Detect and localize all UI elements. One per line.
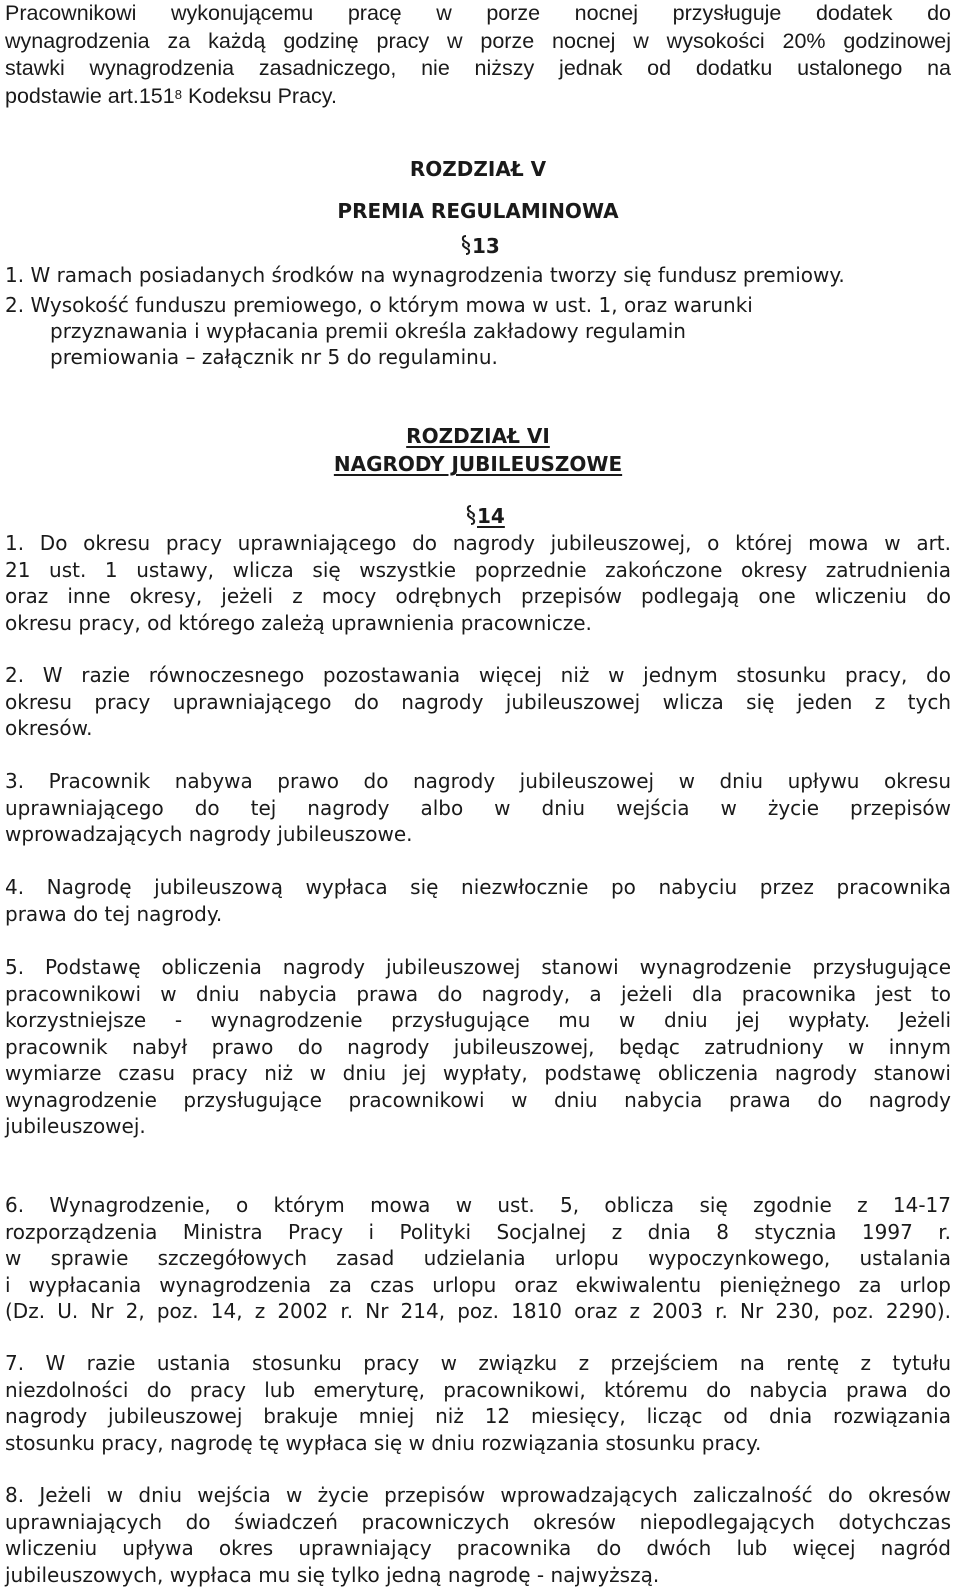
- paragraph-4: 4. Nagrodę jubileuszową wypłaca się niezwłocznie po nabyciu przez pracownika prawa do tej nagrody.: [5, 875, 951, 926]
- paragraph-8: 8. Jeżeli w dniu wejścia w życie przepisów wprowadzających zaliczalność do okresów uprawniających do świadczeń pracowniczych okresów niepodlegających dotychczas wliczeniu upływa okres uprawniający pracownika do dwóch lub więcej nagród jubileuszowych, wypłaca mu się tylko jedną nagrodę - najwyższą.: [5, 1483, 951, 1587]
- paragraph-5: 5. Podstawę obliczenia nagrody jubileuszowej stanowi wynagrodzenie przysługujące pracownikowi w dniu nabycia prawa do nagrody, a jeżeli dla pracownika jest to korzystniejsze - wynagrodzenie przysługujące mu w dniu jej wypłaty. Jeżeli pracownik nabył prawo do nagrody jubileuszowej, będąc zatrudniony w innym wymiarze czasu pracy niż w dniu jej wypłaty, podstawę obliczenia nagrody stanowi wynagrodzenie przysługujące pracownikowi w dniu nabycia prawa do nagrody jubileuszowej.: [5, 955, 951, 1138]
- intro-line: Pracownikowi wykonującemu pracę w porze nocnej przysługuje dodatek do: [5, 1, 951, 25]
- section-sign: 13: [460, 234, 500, 258]
- list-item-continuation: przyznawania i wypłacania premii określa zakładowy regulamin premiowania – załącznik nr 5 do regulaminu.: [50, 319, 686, 369]
- paragraph-7: 7. W razie ustania stosunku pracy w związku z przejściem na rentę z tytułu niezdolności do pracy lub emeryturę, pracownikowi, któremu do nabycia prawa do nagrody jubileuszowej brakuje mniej niż 12 miesięcy, licząc od dnia rozwiązania stosunku pracy, nagrodę tę wypłaca się w dniu rozwiązania stosunku pracy.: [5, 1351, 951, 1455]
- paragraph-2: 2. W razie równoczesnego pozostawania więcej niż w jednym stosunku pracy, do okresu pracy uprawniającego do nagrody jubileuszowej wlicza się jeden z tych okresów.: [5, 663, 951, 740]
- chapter-title: [5, 155, 951, 225]
- chapter-number: ROZDZIAŁ VI: [406, 424, 550, 448]
- list-item: 2. Wysokość funduszu premiowego, o którym mowa w ust. 1, oraz warunki: [5, 293, 753, 317]
- chapter-number: ROZDZIAŁ V: [409, 157, 547, 181]
- chapter-title: [5, 422, 951, 478]
- section-sign-icon: [465, 504, 477, 526]
- paragraph-6: 6. Wynagrodzenie, o którym mowa w ust. 5, oblicza się zgodnie z 14-17 rozporządzenia Ministra Pracy i Polityki Socjalnej z dnia 8 stycznia 1997 r. w sprawie szczegółowych zasad udzielania urlopu wypoczynkowego, ustalania i wypłacania wynagrodzenia za czas urlopu oraz ekwiwalentu pieniężnego za urlop (Dz. U. Nr 2, poz. 14, z 2002 r. Nr 214, poz. 1810 oraz z 2003 r. Nr 230, poz. 2290).: [5, 1193, 951, 1323]
- paragraph-1: 1. Do okresu pracy uprawniającego do nagrody jubileuszowej, o której mowa w art. 21 ust. 1 ustawy, wlicza się wszystkie poprzednie zakończone okresy zatrudnienia oraz inne okresy, jeżeli z mocy odrębnych przepisów podlegają one wliczeniu do okresu pracy, od którego zależą uprawnienia pracownicze.: [5, 531, 951, 635]
- section-sign-icon: [460, 234, 472, 256]
- intro-line: stawki wynagrodzenia zasadniczego, nie niższy jednak od dodatku ustalonego na: [5, 56, 951, 81]
- list-item: 1. W ramach posiadanych środków na wynagrodzenia tworzy się fundusz premiowy.: [5, 263, 845, 287]
- intro-paragraph: [5, 0, 951, 113]
- section-sign: 14: [465, 504, 505, 528]
- chapter-subtitle: NAGRODY JUBILEUSZOWE: [333, 452, 623, 476]
- paragraph-3: 3. Pracownik nabywa prawo do nagrody jubileuszowej w dniu upływu okresu uprawniającego do tej nagrody albo w dniu wejścia w życie przepisów wprowadzających nagrody jubileuszowe.: [5, 769, 951, 846]
- chapter-subtitle: PREMIA REGULAMINOWA: [337, 199, 619, 223]
- intro-line: wynagrodzenia za każdą godzinę pracy w porze nocnej w wysokości 20% godzinowej: [5, 28, 951, 53]
- superscript: 8: [174, 87, 182, 103]
- intro-line-last: podstawie art.151$^8$ Kodeksu Pracy.: [5, 84, 337, 109]
